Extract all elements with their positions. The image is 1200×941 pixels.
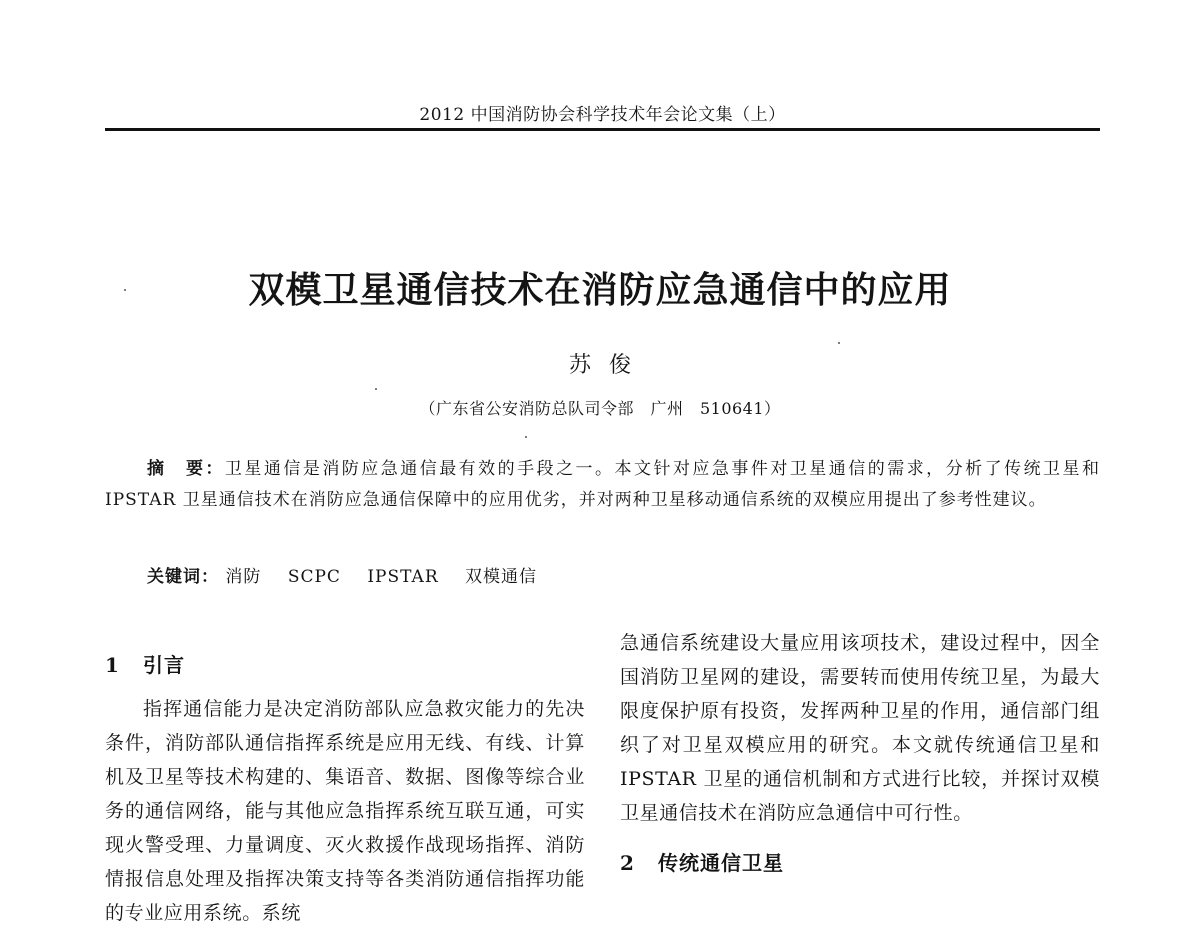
keyword: 双模通信 bbox=[465, 567, 538, 587]
right-column bbox=[620, 626, 1100, 890]
section-number: 1 bbox=[105, 653, 120, 677]
keyword: IPSTAR bbox=[367, 567, 439, 587]
keyword: SCPC bbox=[287, 567, 341, 587]
header-rule bbox=[105, 128, 1100, 131]
section-title: 传统通信卫星 bbox=[658, 851, 784, 875]
author-name: 苏俊 bbox=[568, 353, 649, 378]
abstract-label: 摘 要： bbox=[147, 459, 225, 479]
body-paragraph: 急通信系统建设大量应用该项技术，建设过程中，因全国消防卫星网的建设，需要转而使用传统卫星，为最大限度保护原有投资，发挥两种卫星的作用，通信部门组织了对卫星双模应用的研究。本文就传统通信卫星和 IPSTAR 卫星的通信机制和方式进行比较，并探讨双模卫星通信技术在消防应急通信中可行性。 bbox=[620, 632, 1100, 824]
keywords bbox=[147, 562, 557, 587]
keyword: 消防 bbox=[225, 567, 262, 587]
scan-speck bbox=[124, 289, 126, 291]
section-number: 2 bbox=[620, 851, 635, 875]
paper-title: 双模卫星通信技术在消防应急通信中的应用 bbox=[248, 269, 952, 311]
section-heading-traditional-satellite bbox=[620, 846, 1100, 880]
abstract-text: 卫星通信是消防应急通信最有效的手段之一。本文针对应急事件对卫星通信的需求，分析了传统卫星和 IPSTAR 卫星通信技术在消防应急通信保障中的应用优劣，并对两种卫星移动通信系统的双模应用提出了参考性建议。 bbox=[105, 459, 1101, 510]
running-header: 2012 中国消防协会科学技术年会论文集（上） bbox=[419, 105, 786, 125]
scan-speck bbox=[838, 342, 840, 344]
keywords-label: 关键词： bbox=[147, 567, 219, 587]
scan-speck bbox=[525, 436, 527, 438]
body-paragraph: 指挥通信能力是决定消防部队应急救灾能力的先决条件，消防部队通信指挥系统是应用无线、有线、计算机及卫星等技术构建的、集语音、数据、图像等综合业务的通信网络，能与其他应急指挥系统互联互通，可实现火警受理、力量调度、灭火救援作战现场指挥、消防情报信息处理及指挥决策支持等各类消防通信指挥功能的专业应用系统。系统 bbox=[105, 698, 585, 924]
left-column bbox=[105, 640, 585, 930]
section-heading-introduction bbox=[105, 648, 585, 682]
abstract bbox=[105, 454, 1100, 516]
section-title: 引言 bbox=[143, 653, 185, 677]
scan-speck bbox=[375, 388, 377, 390]
author-affiliation: （广东省公安消防总队司令部 广州 510641） bbox=[419, 399, 781, 418]
